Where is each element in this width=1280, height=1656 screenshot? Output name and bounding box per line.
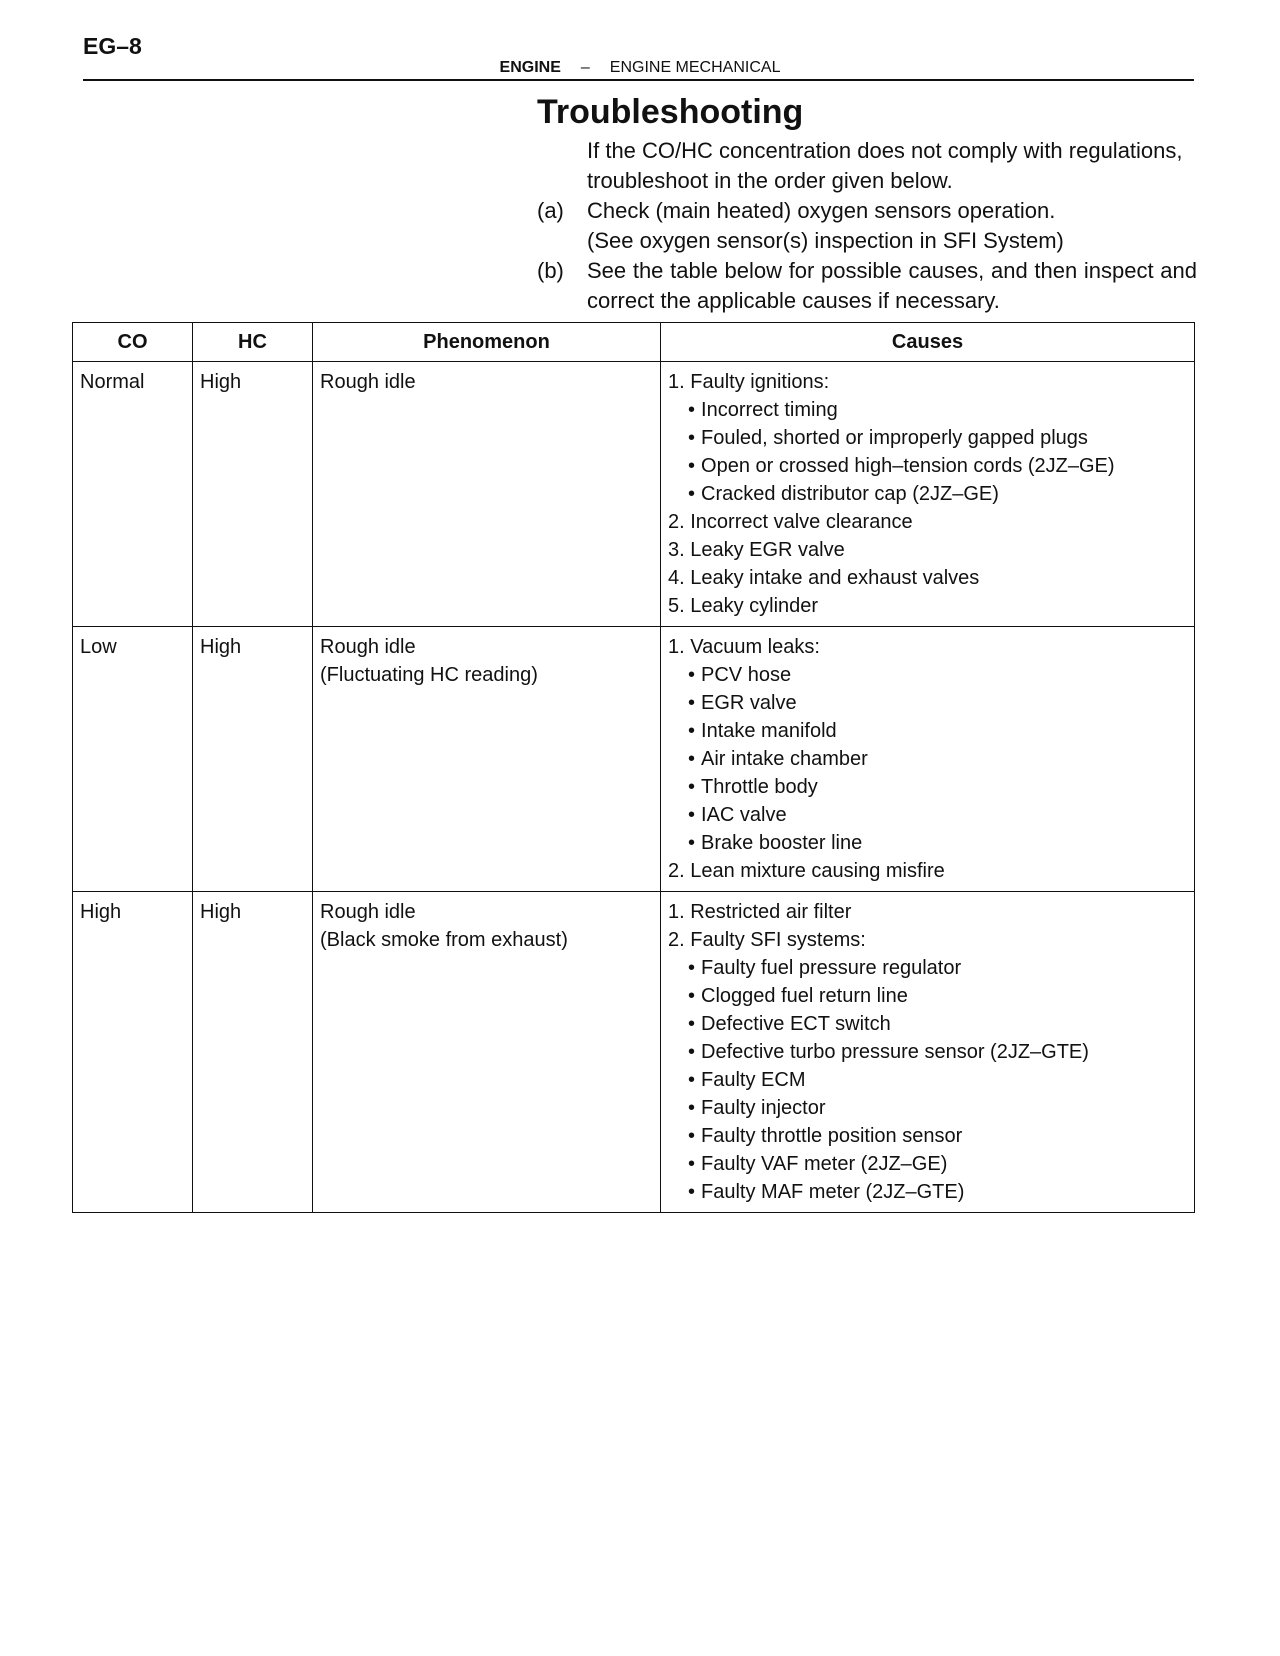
table-row: [73, 362, 1195, 627]
causes-cell: [661, 627, 1195, 892]
header-rule: [83, 79, 1194, 81]
phenomenon-cell: [313, 362, 661, 627]
step-label: (b): [537, 258, 564, 283]
step-note: (See oxygen sensor(s) inspection in SFI System): [587, 228, 1064, 253]
running-header: [0, 59, 1280, 77]
table-header-row: [73, 323, 1195, 362]
column-header-hc: HC: [193, 323, 313, 362]
causes-cell: [661, 892, 1195, 1213]
cause-bullet-item: • Faulty throttle position sensor: [668, 1122, 1187, 1150]
cause-item: 1. Vacuum leaks:: [668, 636, 820, 658]
cause-bullet-item: • Faulty MAF meter (2JZ–GTE): [668, 1178, 1187, 1206]
cause-item: 2. Incorrect valve clearance: [668, 511, 913, 533]
co-cell: Low: [73, 627, 193, 892]
phenomenon-line: Rough idle: [320, 901, 416, 923]
intro-text: If the CO/HC concentration does not comply with regulations, troubleshoot in the order given below.: [587, 138, 1183, 193]
cause-bullet-item: • PCV hose: [668, 661, 1187, 689]
cause-item: 2. Faulty SFI systems:: [668, 929, 866, 951]
cause-bullet-item: • Faulty ECM: [668, 1066, 1187, 1094]
cause-bullet-item: • Clogged fuel return line: [668, 982, 1187, 1010]
intro-block: [537, 136, 1197, 316]
cause-bullet-item: • Throttle body: [668, 773, 1187, 801]
cause-bullet-item: • Faulty fuel pressure regulator: [668, 954, 1187, 982]
table-row: [73, 627, 1195, 892]
page-number: EG–8: [83, 33, 142, 59]
step-label: (a): [537, 198, 564, 223]
step-text: Check (main heated) oxygen sensors operation.: [587, 198, 1056, 223]
cause-bullet-item: • Incorrect timing: [668, 396, 1187, 424]
column-header-phenomenon: Phenomenon: [313, 323, 661, 362]
cause-item: 2. Lean mixture causing misfire: [668, 860, 945, 882]
phenomenon-cell: [313, 627, 661, 892]
section-label: ENGINE: [499, 59, 561, 76]
table-body: [73, 362, 1195, 1213]
step-a: [537, 196, 1197, 226]
step-b: [537, 256, 1197, 316]
cause-bullet-item: • Fouled, shorted or improperly gapped plugs: [668, 424, 1187, 452]
cause-item: 1. Restricted air filter: [668, 901, 852, 923]
cause-bullet-item: • IAC valve: [668, 801, 1187, 829]
phenomenon-line: Rough idle: [320, 371, 416, 393]
cause-item: 3. Leaky EGR valve: [668, 539, 845, 561]
cause-bullet-item: • Brake booster line: [668, 829, 1187, 857]
header-separator: –: [580, 59, 590, 76]
cause-bullet-item: • Cracked distributor cap (2JZ–GE): [668, 480, 1187, 508]
phenomenon-line: (Black smoke from exhaust): [320, 929, 568, 951]
co-cell: Normal: [73, 362, 193, 627]
cause-item: 4. Leaky intake and exhaust valves: [668, 567, 980, 589]
step-text: See the table below for possible causes, and then inspect and correct the applicable causes if necessary.: [587, 258, 1197, 313]
hc-cell: High: [193, 627, 313, 892]
column-header-causes: Causes: [661, 323, 1195, 362]
column-header-co: CO: [73, 323, 193, 362]
cause-bullet-item: • Faulty VAF meter (2JZ–GE): [668, 1150, 1187, 1178]
cause-item: 5. Leaky cylinder: [668, 595, 819, 617]
phenomenon-line: Rough idle: [320, 636, 416, 658]
cause-item: 1. Faulty ignitions:: [668, 371, 830, 393]
co-cell: High: [73, 892, 193, 1213]
cause-bullet-item: • Intake manifold: [668, 717, 1187, 745]
phenomenon-cell: [313, 892, 661, 1213]
cause-bullet-item: • Air intake chamber: [668, 745, 1187, 773]
troubleshooting-table: [72, 322, 1195, 1213]
cause-bullet-item: • Faulty injector: [668, 1094, 1187, 1122]
hc-cell: High: [193, 892, 313, 1213]
cause-bullet-item: • Open or crossed high–tension cords (2JZ–GE): [668, 452, 1187, 480]
cause-bullet-item: • Defective turbo pressure sensor (2JZ–GTE): [668, 1038, 1187, 1066]
table-row: [73, 892, 1195, 1213]
hc-cell: High: [193, 362, 313, 627]
subsection-label: ENGINE MECHANICAL: [609, 59, 781, 76]
causes-cell: [661, 362, 1195, 627]
cause-bullet-item: • EGR valve: [668, 689, 1187, 717]
cause-bullet-item: • Defective ECT switch: [668, 1010, 1187, 1038]
page-title: Troubleshooting: [537, 93, 804, 131]
phenomenon-line: (Fluctuating HC reading): [320, 664, 538, 686]
